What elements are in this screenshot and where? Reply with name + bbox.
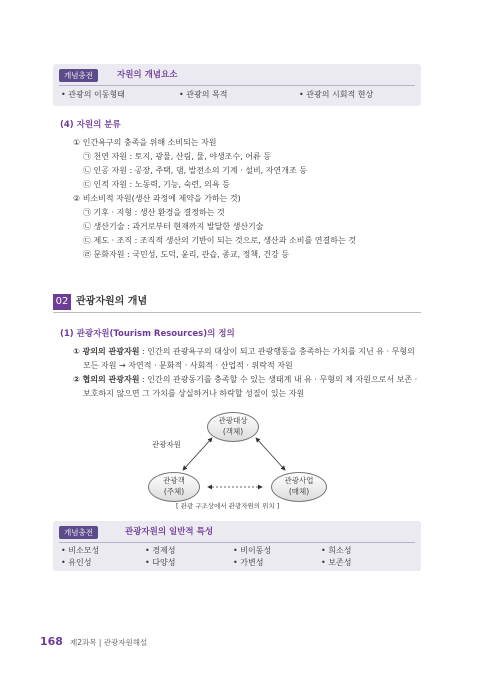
concept-item: • 관광의 목적 bbox=[179, 90, 228, 99]
diagram-node-tourist bbox=[148, 472, 200, 502]
classification-item: ㉡ 인공 자원 : 공장, 주택, 댐, 발전소의 기계 · 설비, 자연개조 등 bbox=[83, 166, 307, 175]
concept-tag: 개념충전 bbox=[59, 69, 98, 82]
node-sublabel: (주체) bbox=[163, 487, 185, 496]
concept-item: • 유인성 bbox=[61, 558, 92, 567]
section-number: 02 bbox=[53, 294, 71, 310]
concept-item: • 다양성 bbox=[145, 558, 176, 567]
classification-item: ㉣ 문화자원 : 국민성, 도덕, 윤리, 관습, 종교, 정책, 건강 등 bbox=[83, 250, 289, 259]
concept-item: • 관광의 이동형태 bbox=[61, 90, 125, 99]
definition-text: : 인간의 관광욕구의 대상이 되고 관광행동을 충족하는 가치를 지닌 유 · 무형의 bbox=[139, 347, 415, 356]
page-number: 168 bbox=[40, 635, 63, 648]
concept-title: 자원의 개념요소 bbox=[117, 70, 178, 80]
node-sublabel: (객체) bbox=[222, 427, 244, 436]
node-label: 관광객 bbox=[163, 476, 185, 485]
concept-item: • 비이동성 bbox=[233, 546, 272, 555]
definition-text: : 인간의 관광동기를 충족할 수 있는 생태계 내 유 · 무형의 제 자원으로서 보존 · bbox=[139, 375, 418, 384]
diagram-node-business bbox=[271, 472, 327, 502]
section-title: 관광자원의 개념 bbox=[76, 296, 148, 307]
classification-heading: (4) 자원의 분류 bbox=[60, 120, 121, 130]
diagram-side-label: 관광자원 bbox=[152, 440, 181, 449]
concept-item: • 경제성 bbox=[145, 546, 176, 555]
definition-continuation: 모든 자원 → 자연적 · 문화적 · 사회적 · 산업적 · 위락적 자원 bbox=[83, 361, 293, 370]
definition-continuation: 보호하지 않으면 그 가치를 상실하거나 하락할 성질이 있는 자원 bbox=[83, 389, 305, 398]
concept-title: 관광자원의 일반적 특성 bbox=[125, 527, 214, 537]
concept-item: • 보존성 bbox=[321, 558, 352, 567]
classification-item: ㉠ 천연 자원 : 토지, 광물, 산림, 물, 야생조수, 어류 등 bbox=[83, 152, 271, 161]
diagram-node-object bbox=[207, 412, 259, 442]
classification-group-title: ① 인간욕구의 충족을 위해 소비되는 자원 bbox=[73, 138, 217, 147]
concept-item: • 희소성 bbox=[321, 546, 352, 555]
concept-item: • 가변성 bbox=[233, 558, 264, 567]
node-sublabel: (매체) bbox=[288, 487, 310, 496]
diagram-caption: [ 관광 구조상에서 관광자원의 위치 ] bbox=[176, 502, 280, 510]
node-label: 관광사업 bbox=[284, 476, 314, 485]
definition-heading: (1) 관광자원(Tourism Resources)의 정의 bbox=[60, 329, 235, 339]
node-label: 관광대상 bbox=[218, 416, 248, 425]
classification-item: ㉢ 인적 자원 : 노동력, 기능, 숙련, 의욕 등 bbox=[83, 180, 230, 189]
classification-group-title: ② 비소비적 자원(생산 과정에 제약을 가하는 것) bbox=[73, 194, 241, 203]
concept-box-resource-characteristics bbox=[53, 521, 421, 571]
concept-divider bbox=[59, 542, 415, 543]
definition-label: ② 협의의 관광자원 bbox=[73, 375, 140, 384]
concept-item: • 비소모성 bbox=[61, 546, 100, 555]
definition-label: ① 광의의 관광자원 bbox=[73, 347, 140, 356]
arrow-business-to-object bbox=[256, 438, 285, 470]
concept-tag: 개념충전 bbox=[59, 526, 98, 539]
classification-item: ㉠ 기후 · 지형 : 생산 환경을 결정하는 것 bbox=[83, 208, 225, 217]
footer-chapter: 제2과목 | 관광자원해설 bbox=[70, 638, 148, 647]
arrow-tourist-to-object bbox=[183, 438, 212, 470]
classification-item: ㉡ 생산기술 : 과거로부터 현재까지 발달한 생산기술 bbox=[83, 222, 264, 231]
concept-item: • 관광의 시회적 현상 bbox=[299, 90, 374, 99]
classification-item: ㉢ 제도 · 조직 : 조직적 생산의 기반이 되는 것으로, 생산과 소비를 연결하는 것 bbox=[83, 236, 356, 245]
